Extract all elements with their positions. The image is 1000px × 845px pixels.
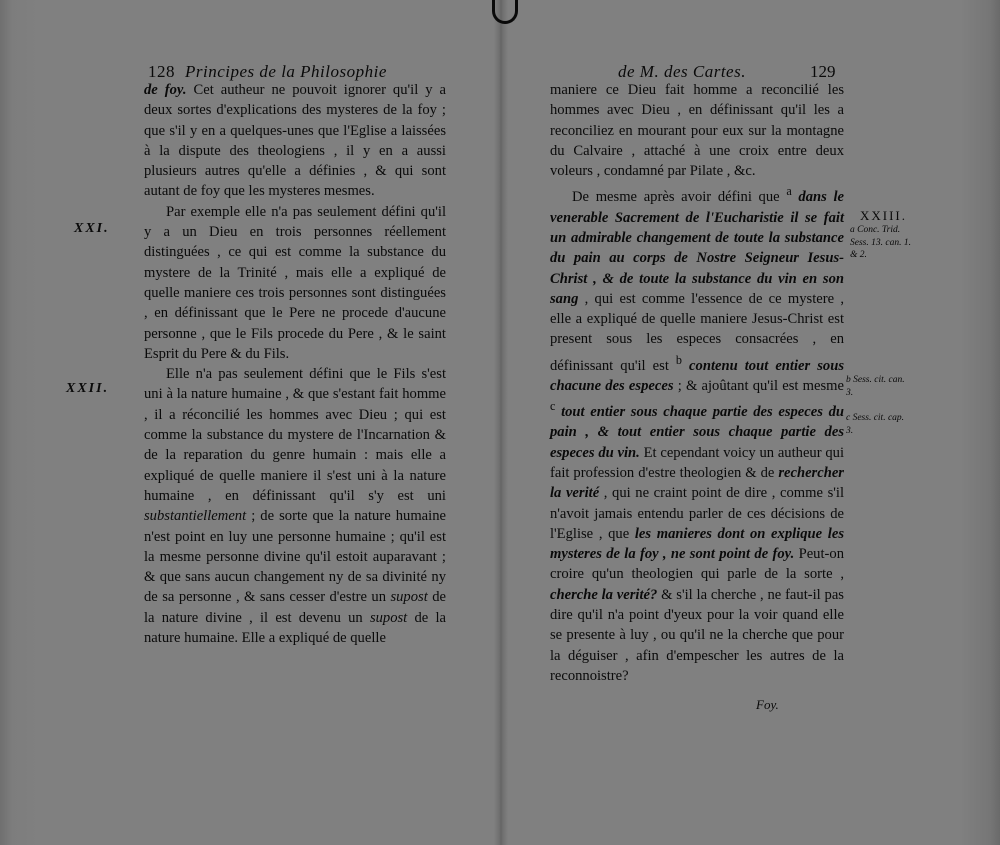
left-paragraph-3-c: de la nature divine , il est devenu un (144, 589, 446, 626)
footnote-ref-b: b (675, 352, 682, 367)
right-body-text (550, 80, 844, 686)
right-italic-manieres: les manieres dont on explique les mysteres de la foy , ne sont point de foy. (550, 525, 844, 563)
left-italic-supost-2: supost (369, 609, 408, 626)
left-italic-substantiellement: substantiellement (144, 508, 247, 525)
footnote-ref-c: c (550, 399, 556, 414)
left-page (0, 0, 494, 845)
left-paragraph-3 (144, 364, 446, 648)
right-p2-start: De mesme après avoir défini que (572, 189, 787, 206)
right-paragraph-1: maniere ce Dieu fait homme a reconcilié les hommes avec Dieu , en définissant qu'il les a reconciliez en mourant pour eux sur la montagne du Calvaire , attaché à une croix entre deux voleurs , condamné par Pilate , &c. (550, 82, 844, 180)
left-paragraph-2: Par exemple elle n'a pas seulement défini qu'il y a un Dieu en trois personnes réellement distinguées , ce qui est comme la substance du mystere de la Trinité , mais elle a expliqué de quelle maniere ces trois personnes sont distinguées , en définissant que le Pere ne procede d'aucune personne , que le Fils procede du Pere , & le saint Esprit du Pere & du Fils. (144, 203, 446, 362)
right-p2-end: & s'il la cherche , ne faut-il pas dire qu'il n'a point d'yeux pour la voir quand elle se presente à luy , ou qu'il ne la cherche que pour la déguiser , afin d'empescher les autres de la reconnoistre? (550, 586, 844, 684)
right-p2-mid2: ; & ajoûtant qu'il est mesme (673, 377, 844, 394)
right-page-number: 129 (810, 62, 836, 81)
left-paragraph-1-text: Cet autheur ne pouvoit ignorer qu'il y a deux sortes d'explications des mysteres de la foy ; que s'il y en a quelques-unes que l'Eglise a laissées à la dispute des theologiens , il y en a aussi plusieurs autres qu'elle a définies , & qui sont autant de foy que les mysteres mesmes. (144, 82, 446, 200)
right-paragraph-2 (550, 181, 844, 686)
left-paragraph-3-a: Elle n'a pas seulement défini que le Fils s'est uni à la nature humaine , & que s'estant fait homme , il a réconcilié les hommes avec Dieu ; qui est comme la substance du mystere de l'Incarnation & de la reparation du genre humain : mais elle a expliqué de quelle maniere il s'est uni à la nature humaine , en définissant qu'il s'y est uni (144, 366, 446, 504)
margin-note-c: c Sess. cit. cap. 3. (846, 413, 905, 436)
right-italic-rechercher: rechercher la verité (550, 464, 844, 502)
left-paragraph-3-d: de la nature humaine. Elle a expliqué de quelle (144, 609, 446, 647)
left-italic-supost-1: supost (390, 589, 428, 606)
left-paragraph-3-b: ; de sorte que la nature humaine n'est point en luy une personne humaine ; qu'il est la mesme personne divine qu'il estoit auparavant ; & que sans aucun changement ny de sa divinité ny de sa personne , & sans cesser d'estre un (144, 508, 446, 606)
margin-number-xxi: XXI. (74, 221, 110, 236)
right-p2-mid1: , qui est comme l'essence de ce mystere , elle a expliqué de quelle maniere Jesus-Christ est present sous les especes consacrées , en définissant qu'il est (550, 290, 844, 374)
margin-note-a: a Conc. Trid. Sess. 13. can. 1. & 2. (850, 225, 911, 260)
right-p2-mid4: , qui ne craint point de dire , comme s'il n'avoit jamais entendu parler de ces décisions de l'Eglise , que (550, 485, 844, 542)
right-page (508, 0, 1000, 845)
margin-note-b: b Sess. cit. can. 3. (846, 375, 905, 398)
right-italic-eucharist: dans le venerable Sacrement de l'Eucharistie il se fait un admirable changement de toute la substance du pain au corps de Nostre Seigneur Iesus-Christ , & de toute la substance du vin en son sang (550, 189, 844, 307)
left-paragraph-1 (144, 80, 446, 202)
right-italic-especes: contenu tout entier sous chacune des especes (550, 357, 845, 394)
margin-number-xxiii: XXIII. (860, 208, 908, 223)
footnote-ref-a: a (786, 184, 792, 199)
catchword: Foy. (756, 697, 779, 712)
right-p2-mid5: Peut-on croire qu'un theologien qui parle de la sorte , (550, 546, 844, 583)
right-italic-partie: tout entier sous chaque partie des especes du pain , & tout entier sous chaque partie des especes du vin. (550, 404, 844, 461)
right-italic-cherche: cherche la verité? (550, 586, 658, 603)
left-body-text (144, 80, 446, 648)
right-p2-mid3: Et cependant voicy un autheur qui fait profession d'estre theologien & de (550, 444, 845, 481)
left-running-title: Principes de la Philosophie (185, 62, 387, 81)
book-gutter (494, 0, 508, 845)
left-running-head (148, 62, 387, 82)
left-page-number: 128 (148, 62, 175, 81)
left-text-start: de foy. (144, 82, 187, 98)
right-running-head: de M. des Cartes. (618, 62, 746, 81)
margin-number-xxii: XXII. (66, 381, 110, 396)
